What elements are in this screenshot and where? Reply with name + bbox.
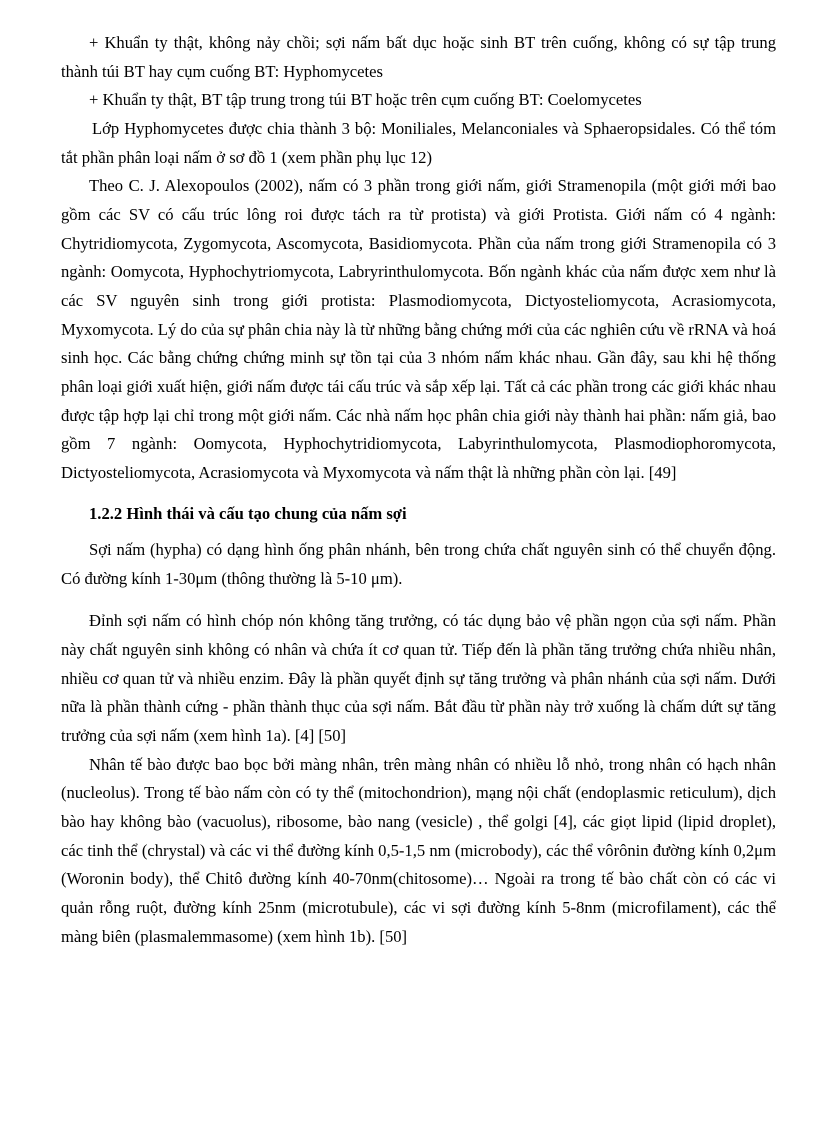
- paragraph-hyphomycetes-key: + Khuẩn ty thật, không nảy chồi; sợi nấm bất dục hoặc sinh BT trên cuống, không có sự tập trung thành túi BT hay cụm cuống BT: Hyphomycetes: [61, 33, 776, 81]
- paragraph-hypha-definition: Sợi nấm (hypha) có dạng hình ống phân nhánh, bên trong chứa chất nguyên sinh có thể chuyển động. Có đường kính 1-30μm (thông thường là 5-10 μm).: [61, 540, 776, 588]
- paragraph-coelomycetes-key: + Khuẩn ty thật, BT tập trung trong túi BT hoặc trên cụm cuống BT: Coelomycetes: [89, 90, 642, 110]
- paragraph-cell-structure: Nhân tế bào được bao bọc bởi màng nhân, trên màng nhân có nhiều lỗ nhỏ, trong nhân có hạch nhân (nucleolus). Trong tế bào nấm còn có ty thể (mitochondrion), mạng nội chất (endoplasmic reticulum), dịch bào hay không bào (vacuolus), ribosome, bào nang (vesicle) , thể golgi [4], các giọt lipid (lipid droplet), các tinh thể (chrystal) và các vi thể đường kính 0,5-1,5 nm (microbody), các thể vôrônin đường kính 0,2μm (Woronin body), thể Chitô đường kính 40-70nm(chitosome)… Ngoài ra trong tế bào chất còn có các vi quản rỗng ruột, đường kính 25nm (microtubule), các vi sợi đường kính 5-8nm (microfilament), các thể màng biên (plasmalemmasome) (xem hình 1b). [50]: [61, 754, 776, 946]
- section-heading: 1.2.2 Hình thái và cấu tạo chung của nấm sợi: [89, 503, 407, 523]
- paragraph-hypha-tip: Đỉnh sợi nấm có hình chóp nón không tăng trưởng, có tác dụng bảo vệ phần ngọn của sợi nấm. Phần này chất nguyên sinh không có nhân và chứa ít cơ quan tử. Tiếp đến là phần tăng trưởng chứa nhiều nhân, nhiều cơ quan tử và nhiều enzim. Đây là phần quyết định sự tăng trưởng và phân nhánh của sợi nấm. Dưới nữa là phần thành cứng - phần thành thục của sợi nấm. Bắt đầu từ phần này trở xuống là chấm dứt sự tăng trưởng của sợi nấm (xem hình 1a). [4] [50]: [61, 611, 776, 746]
- paragraph-hyphomycetes-orders: Lớp Hyphomycetes được chia thành 3 bộ: Moniliales, Melanconiales và Sphaeropsidales. Có thể tóm tắt phần phân loại nấm ở sơ đồ 1 (xem phần phụ lục 12): [61, 118, 776, 167]
- document-page: [61, 29, 776, 951]
- paragraph-alexopoulos-classification: Theo C. J. Alexopoulos (2002), nấm có 3 phần trong giới nấm, giới Stramenopila (một giới mới bao gồm các SV có cấu trúc lông roi được tách ra từ protista) và giới Protista. Giới nấm có 4 ngành: Chytridiomycota, Zygomycota, Ascomycota, Basidiomycota. Phần của nấm trong giới Stramenopila có 3 ngành: Oomycota, Hyphochytriomycota, Labryrinthulomycota. Bốn ngành khác của nấm được xem như là các SV nguyên sinh trong giới protista: Plasmodiomycota, Dictyosteliomycota, Acrasiomycota, Myxomycota. Lý do của sự phân chia này là từ những bằng chứng mới của các nghiên cứu về rRNA và hoá sinh học. Các bằng chứng chứng minh sự tồn tại của 3 nhóm nấm khác nhau. Gần đây, sau khi hệ thống phân loại giới xuất hiện, giới nấm được tái cấu trúc và sắp xếp lại. Tất cả các phần trong các giới khác nhau được tập hợp lại chỉ trong một giới nấm. Các nhà nấm học phân chia giới này thành hai phần: nấm giả, bao gồm 7 ngành: Oomycota, Hyphochytridiomycota, Labyrinthulomycota, Plasmodiophoromycota, Dictyosteliomycota, Acrasiomycota và Myxomycota và nấm thật là những phần còn lại. [49]: [61, 176, 776, 482]
